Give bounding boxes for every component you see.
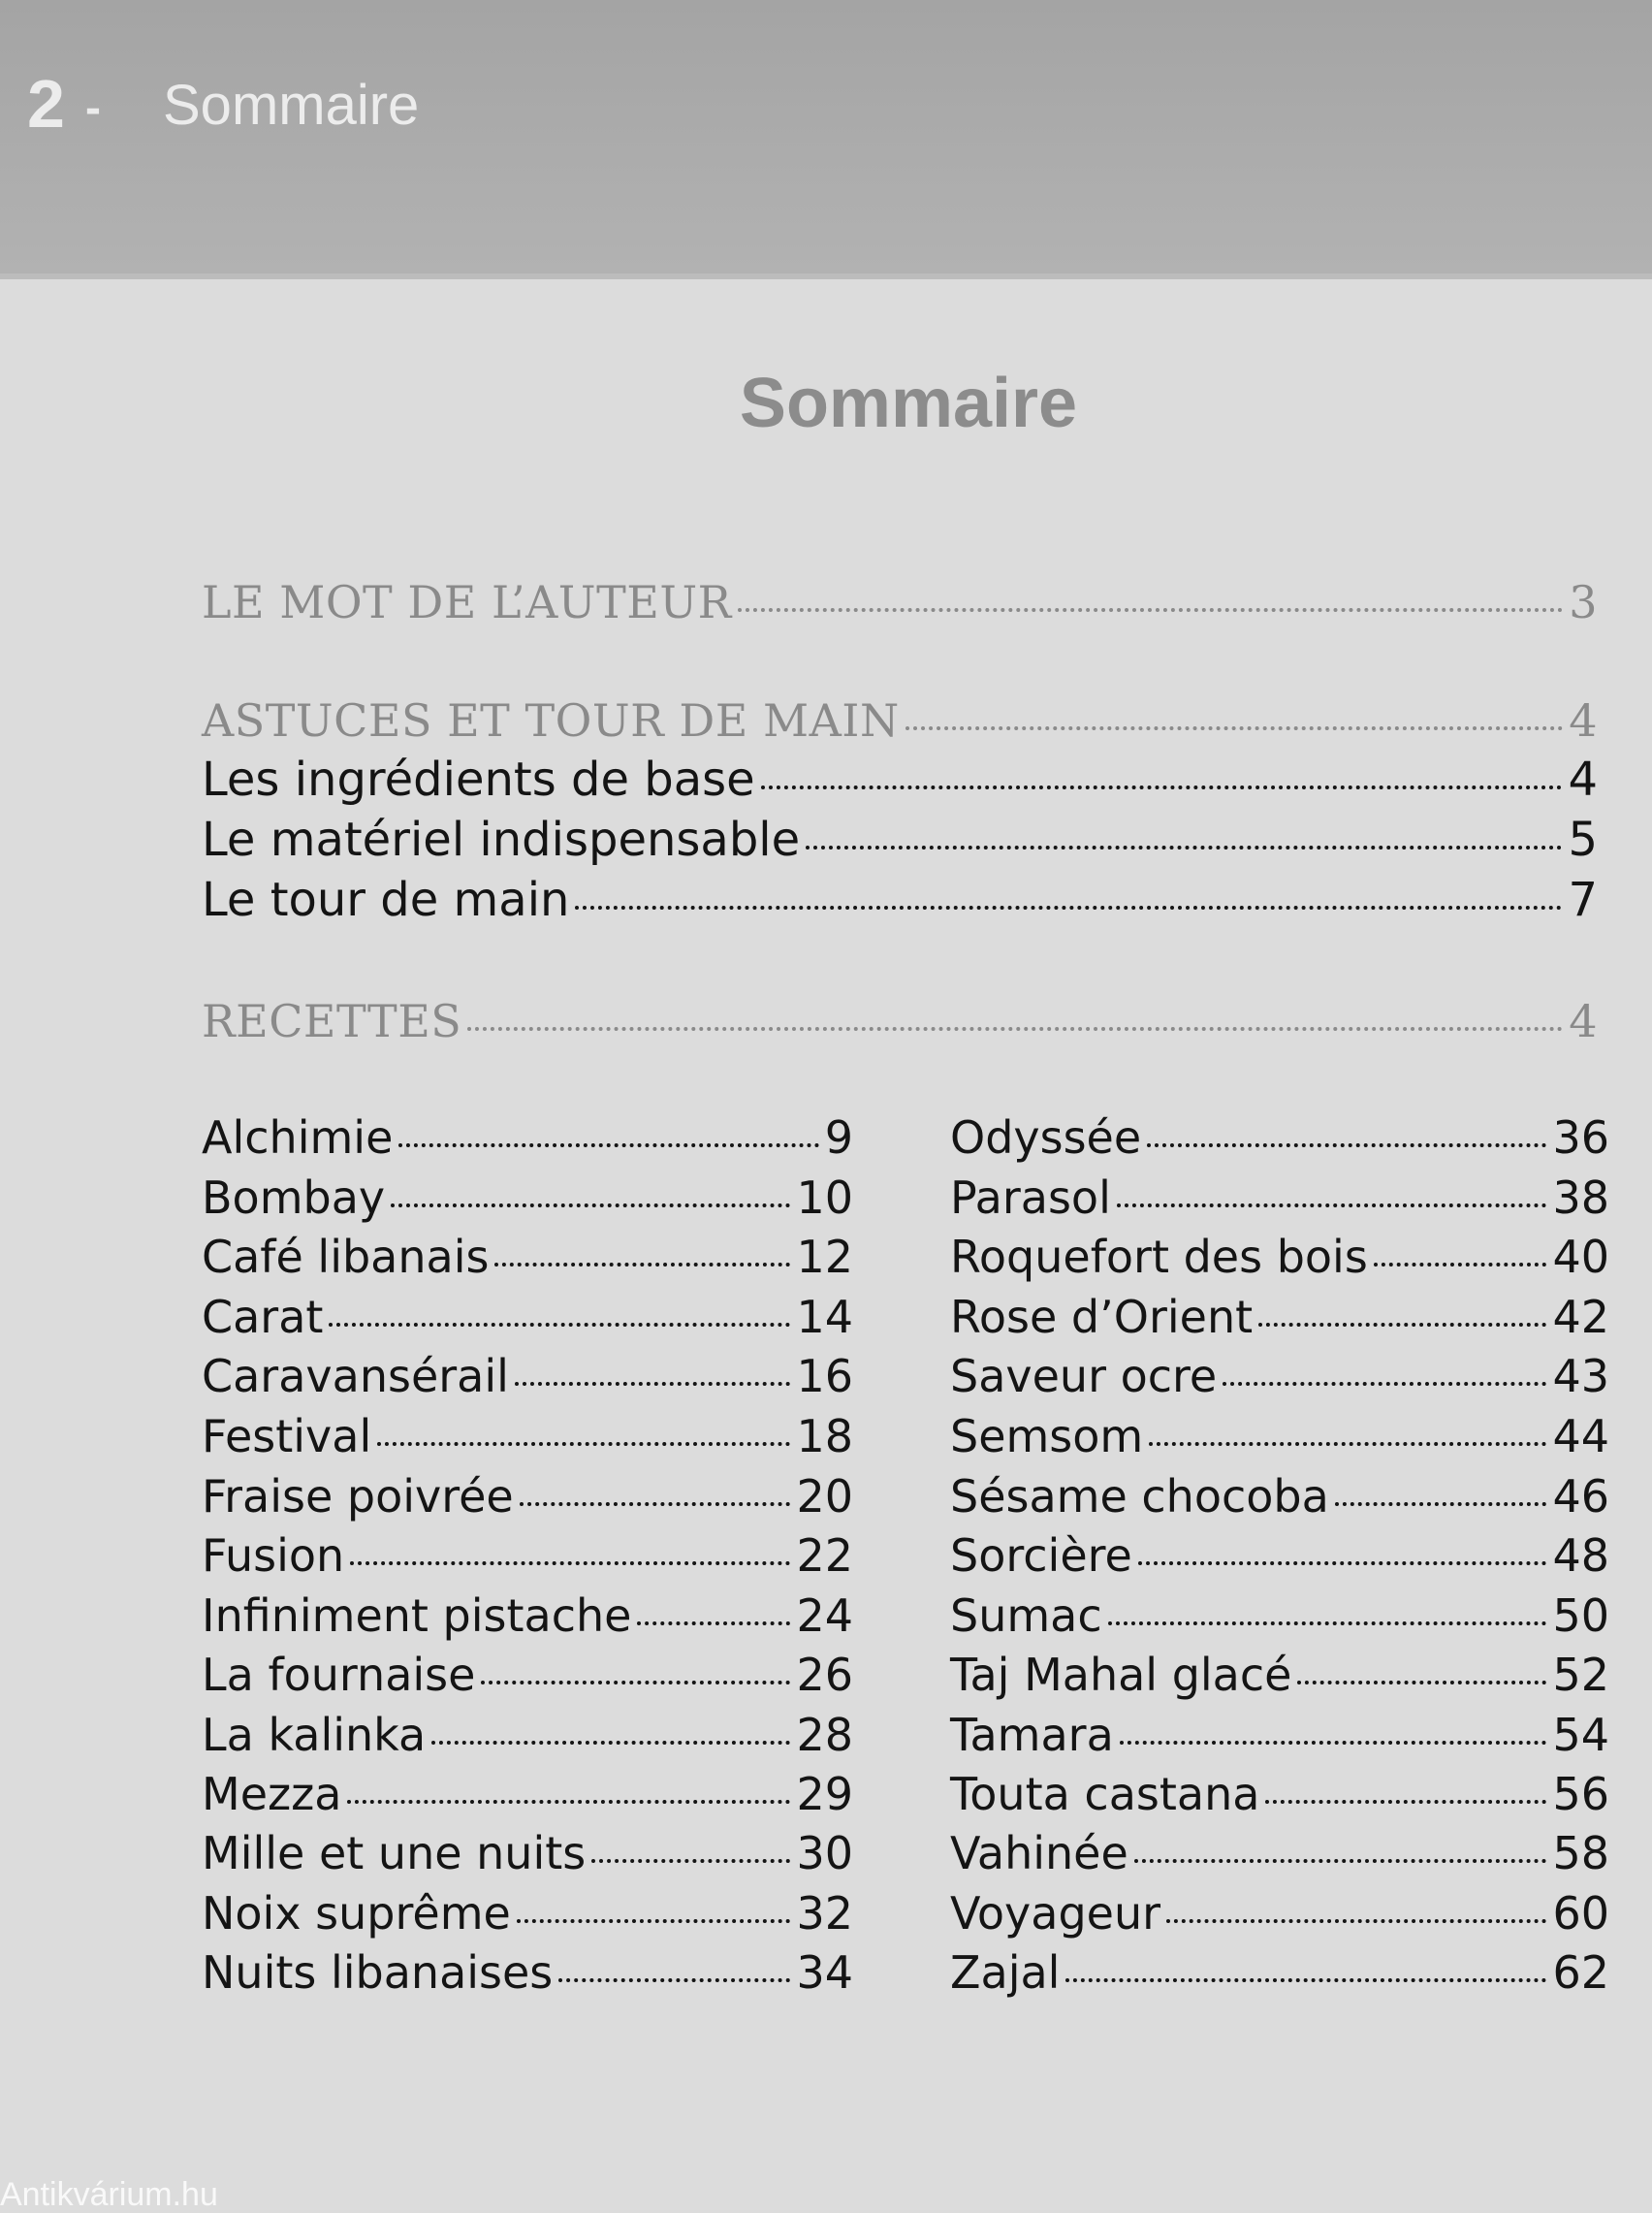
recipe-entry[interactable] [202,1529,853,1582]
recipe-page-number: 26 [796,1649,853,1701]
recipe-entry[interactable] [950,1887,1609,1940]
dot-leader [575,906,1562,910]
recipe-entry[interactable] [950,1827,1609,1879]
recipe-entry[interactable] [202,1887,853,1940]
dot-leader [1065,1978,1546,1982]
dot-leader [1265,1800,1546,1804]
recipe-page-number: 22 [796,1529,853,1582]
recipe-name: Tamara [950,1709,1114,1761]
recipe-entry[interactable] [202,1350,853,1402]
recipe-name: Festival [202,1410,372,1462]
dot-leader [1108,1621,1547,1625]
recipe-name: Mille et une nuits [202,1827,587,1879]
recipe-page-number: 50 [1552,1589,1609,1642]
recipe-name: Touta castana [950,1768,1260,1820]
dot-leader [350,1561,790,1565]
recipe-page-number: 18 [796,1410,853,1462]
toc-section-label: LE MOT DE L’AUTEUR [202,576,732,628]
dot-leader [1147,1143,1546,1147]
recipe-entry[interactable] [202,1946,853,1999]
recipe-entry[interactable] [950,1410,1609,1462]
dot-leader [1149,1442,1546,1446]
recipe-page-number: 20 [796,1470,853,1523]
toc-page-number: 4 [1568,753,1598,807]
recipe-name: Zajal [950,1946,1061,1999]
recipe-page-number: 16 [796,1350,853,1402]
recipe-page-number: 60 [1552,1887,1609,1940]
toc-item-label: Le tour de main [202,873,570,927]
recipe-name: Saveur ocre [950,1350,1218,1402]
recipe-page-number: 24 [796,1589,853,1642]
dot-leader [347,1800,790,1804]
dot-leader [761,786,1563,789]
recipe-name: Sorcière [950,1529,1132,1582]
toc-page-number: 4 [1569,995,1598,1047]
recipe-name: Sumac [950,1589,1102,1642]
dot-leader [1223,1382,1546,1386]
recipe-entry[interactable] [950,1649,1609,1701]
recipe-name: Sésame chocoba [950,1470,1329,1523]
recipe-entry[interactable] [950,1470,1609,1523]
recipe-page-number: 38 [1552,1171,1609,1224]
recipe-page-number: 30 [796,1827,853,1879]
recipe-name: Voyageur [950,1887,1161,1940]
recipe-entry[interactable] [950,1768,1609,1820]
recipe-page-number: 29 [796,1768,853,1820]
dot-leader [467,1027,1563,1031]
recipe-page-number: 10 [796,1171,853,1224]
dot-leader [377,1442,790,1446]
recipe-entry[interactable] [950,1529,1609,1582]
page-title: Sommaire [739,365,1078,442]
toc-page-number: 4 [1569,694,1598,747]
recipe-name: Bombay [202,1171,386,1224]
recipe-page-number: 56 [1552,1768,1609,1820]
recipe-entry[interactable] [202,1827,853,1879]
dot-leader [1134,1859,1547,1863]
dot-leader [637,1621,790,1625]
recipe-name: Café libanais [202,1231,490,1283]
watermark: Antikvárium.hu [0,2176,218,2213]
toc-section-mot-auteur[interactable] [202,576,1598,628]
recipe-name: Semsom [950,1410,1144,1462]
recipe-name: Mezza [202,1768,342,1820]
recipe-page-number: 52 [1552,1649,1609,1701]
recipe-name: Alchimie [202,1111,394,1164]
recipe-page-number: 9 [824,1111,853,1164]
recipe-name: Parasol [950,1171,1111,1224]
toc-item-label: Le matériel indispensable [202,813,801,867]
recipe-page-number: 40 [1552,1231,1609,1283]
toc-section-recettes[interactable] [202,995,1598,1047]
dot-leader [515,1382,791,1386]
recipe-page-number: 46 [1552,1470,1609,1523]
recipe-name: La kalinka [202,1709,427,1761]
dot-leader [806,846,1562,850]
dot-leader [1138,1561,1547,1565]
recipe-name: Fraise poivrée [202,1470,514,1523]
dot-leader [1297,1681,1546,1684]
recipe-page-number: 14 [796,1291,853,1343]
toc-page-number: 5 [1568,813,1598,867]
recipe-entry[interactable] [950,1231,1609,1283]
recipe-entry[interactable] [950,1350,1609,1402]
dot-leader [431,1741,790,1745]
recipe-name: Rose d’Orient [950,1291,1254,1343]
dot-leader [517,1919,791,1923]
recipe-name: Nuits libanaises [202,1946,554,1999]
recipe-page-number: 42 [1552,1291,1609,1343]
recipe-page-number: 32 [796,1887,853,1940]
recipe-name: Noix suprême [202,1887,511,1940]
recipe-entry[interactable] [202,1470,853,1523]
dot-leader [1120,1741,1547,1745]
dot-leader [1258,1323,1546,1327]
dot-leader [591,1859,790,1863]
dot-leader [905,726,1564,730]
chapter-title: Sommaire [163,74,420,137]
recipe-entry[interactable] [950,1589,1609,1642]
dot-leader [481,1681,790,1684]
recipe-entry[interactable] [202,1111,853,1164]
recipe-entry[interactable] [950,1171,1609,1224]
toc-section-astuces[interactable] [202,694,1598,747]
toc-item-label: Les ingrédients de base [202,753,755,807]
chapter-number: 2 [27,66,65,142]
recipe-name: Vahinée [950,1827,1128,1879]
recipe-entry[interactable] [202,1649,853,1701]
recipe-name: Odyssée [950,1111,1142,1164]
recipe-page-number: 44 [1552,1410,1609,1462]
recipe-entry[interactable] [202,1768,853,1820]
recipe-entry[interactable] [202,1709,853,1761]
dot-leader [398,1143,818,1147]
dot-leader [1117,1203,1547,1207]
recipe-page-number: 54 [1552,1709,1609,1761]
recipe-page-number: 48 [1552,1529,1609,1582]
toc-item-materiel[interactable] [202,813,1598,867]
recipe-entry[interactable] [202,1291,853,1343]
recipe-entry[interactable] [950,1709,1609,1761]
recipe-name: Carat [202,1291,324,1343]
recipe-page-number: 34 [796,1946,853,1999]
toc-item-ingredients[interactable] [202,753,1598,807]
recipe-page-number: 12 [796,1231,853,1283]
toc-section-label: ASTUCES ET TOUR DE MAIN [202,694,900,747]
recipe-entry[interactable] [202,1410,853,1462]
toc-item-tour-de-main[interactable] [202,873,1598,927]
toc-section-label: RECETTES [202,995,462,1047]
recipe-entry[interactable] [950,1111,1609,1164]
recipe-page-number: 28 [796,1709,853,1761]
recipe-name: Taj Mahal glacé [950,1649,1292,1701]
recipe-entry[interactable] [950,1946,1609,1999]
recipe-name: La fournaise [202,1649,476,1701]
dot-leader [1374,1263,1547,1267]
dot-leader [1166,1919,1546,1923]
dot-leader [391,1203,790,1207]
chapter-header-band [0,0,1652,279]
recipe-page-number: 58 [1552,1827,1609,1879]
recipe-name: Infiniment pistache [202,1589,632,1642]
recipe-page-number: 43 [1552,1350,1609,1402]
toc-page-number: 7 [1568,873,1598,927]
recipe-name: Caravansérail [202,1350,509,1402]
toc-page-number: 3 [1569,576,1598,628]
recipe-page-number: 62 [1552,1946,1609,1999]
recipe-page-number: 36 [1552,1111,1609,1164]
recipe-entry[interactable] [202,1231,853,1283]
dot-leader [558,1978,790,1982]
recipe-entry[interactable] [202,1589,853,1642]
chapter-separator: - [85,82,101,134]
recipe-entry[interactable] [950,1291,1609,1343]
dot-leader [494,1263,790,1267]
dot-leader [520,1502,791,1506]
recipe-entry[interactable] [202,1171,853,1224]
dot-leader [329,1323,790,1327]
dot-leader [738,608,1563,612]
recipe-name: Roquefort des bois [950,1231,1368,1283]
recipe-name: Fusion [202,1529,345,1582]
dot-leader [1335,1502,1547,1506]
